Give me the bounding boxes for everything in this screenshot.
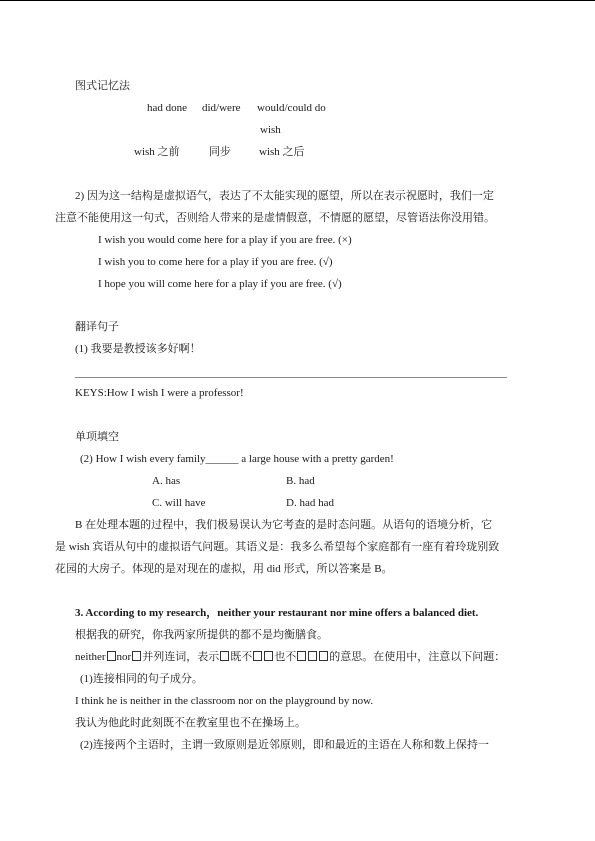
note-neither: neither: [75, 651, 106, 663]
option-a: A. has: [152, 475, 181, 487]
placeholder-box-icon: [107, 651, 116, 661]
section3-example-cn: 我认为他此时此刻既不在教室里也不在操场上。: [75, 717, 306, 729]
placeholder-box-icon: [308, 651, 317, 661]
point2-line1: 2) 因为这一结构是虚拟语气，表达了不太能实现的愿望，所以在表示祝愿时，我们一定: [75, 190, 494, 202]
translate-title: 翻译句子: [75, 321, 119, 333]
answer-line: [75, 377, 507, 378]
explanation-line1: B 在处理本题的过程中，我们极易误认为它考查的是时态问题。从语句的语境分析，它: [75, 519, 493, 531]
section3-translation: 根据我的研究，你我两家所提供的都不是均衡膳食。: [75, 629, 328, 641]
choice-question-2: (2) How I wish every family______ a large house with a pretty garden!: [80, 453, 394, 465]
diagram-did-were: did/were: [202, 102, 241, 114]
note-conj: 并列连词，表示: [142, 651, 220, 663]
diagram-title: 图式记忆法: [75, 80, 130, 92]
section3-heading: 3. According to my research，neither your restaurant nor mine offers a balanced diet.: [75, 607, 479, 619]
option-c: C. will have: [152, 497, 206, 509]
point2-line2: 注意不能使用这一句式，否则给人带来的是虚情假意，不情愿的愿望，尽管语法你没用错。: [55, 212, 495, 224]
placeholder-box-icon: [220, 651, 229, 661]
placeholder-box-icon: [319, 651, 328, 661]
note-meaning: 的意思。在使用中，注意以下问题：: [329, 651, 506, 663]
example-correct-1: I wish you to come here for a play if you are free. (√): [98, 256, 333, 268]
diagram-same-time: 同步: [209, 146, 231, 158]
option-d: D. had had: [286, 497, 334, 509]
section3-example-en: I think he is neither in the classroom nor on the playground by now.: [75, 695, 374, 707]
page-top-border: [0, 0, 595, 1]
translate-keys: KEYS:How I wish I were a professor!: [75, 387, 244, 399]
section3-point2: (2)连接两个主语时，主谓一致原则是近邻原则，即和最近的主语在人称和数上保持一: [80, 739, 489, 751]
option-b: B. had: [286, 475, 315, 487]
diagram-would-could-do: would/could do: [257, 102, 326, 114]
explanation-line3: 花园的大房子。体现的是对现在的虚拟，用 did 形式，所以答案是 B。: [55, 563, 393, 575]
diagram-before-wish: wish 之前: [134, 146, 180, 158]
translate-question-1: (1) 我要是教授该多好啊！: [75, 343, 201, 355]
placeholder-box-icon: [264, 651, 273, 661]
section3-note: [75, 650, 505, 664]
note-neither-cn: 既不: [230, 651, 253, 663]
example-correct-2: I hope you will come here for a play if you are free. (√): [98, 278, 342, 290]
diagram-after-wish: wish 之后: [259, 146, 305, 158]
explanation-line2: 是 wish 宾语从句中的虚拟语气问题。其语义是：我多么希望每个家庭都有一座有着玲珑别致: [55, 541, 500, 553]
placeholder-box-icon: [253, 651, 262, 661]
note-nor: nor: [116, 651, 132, 663]
section3-point1: (1)连接相同的句子成分。: [80, 673, 203, 685]
placeholder-box-icon: [297, 651, 306, 661]
note-nor-cn: 也不: [274, 651, 297, 663]
diagram-wish: wish: [260, 124, 281, 136]
placeholder-box-icon: [132, 651, 141, 661]
example-wrong: I wish you would come here for a play if you are free. (×): [98, 234, 352, 246]
choice-title: 单项填空: [75, 431, 119, 443]
diagram-had-done: had done: [147, 102, 188, 114]
